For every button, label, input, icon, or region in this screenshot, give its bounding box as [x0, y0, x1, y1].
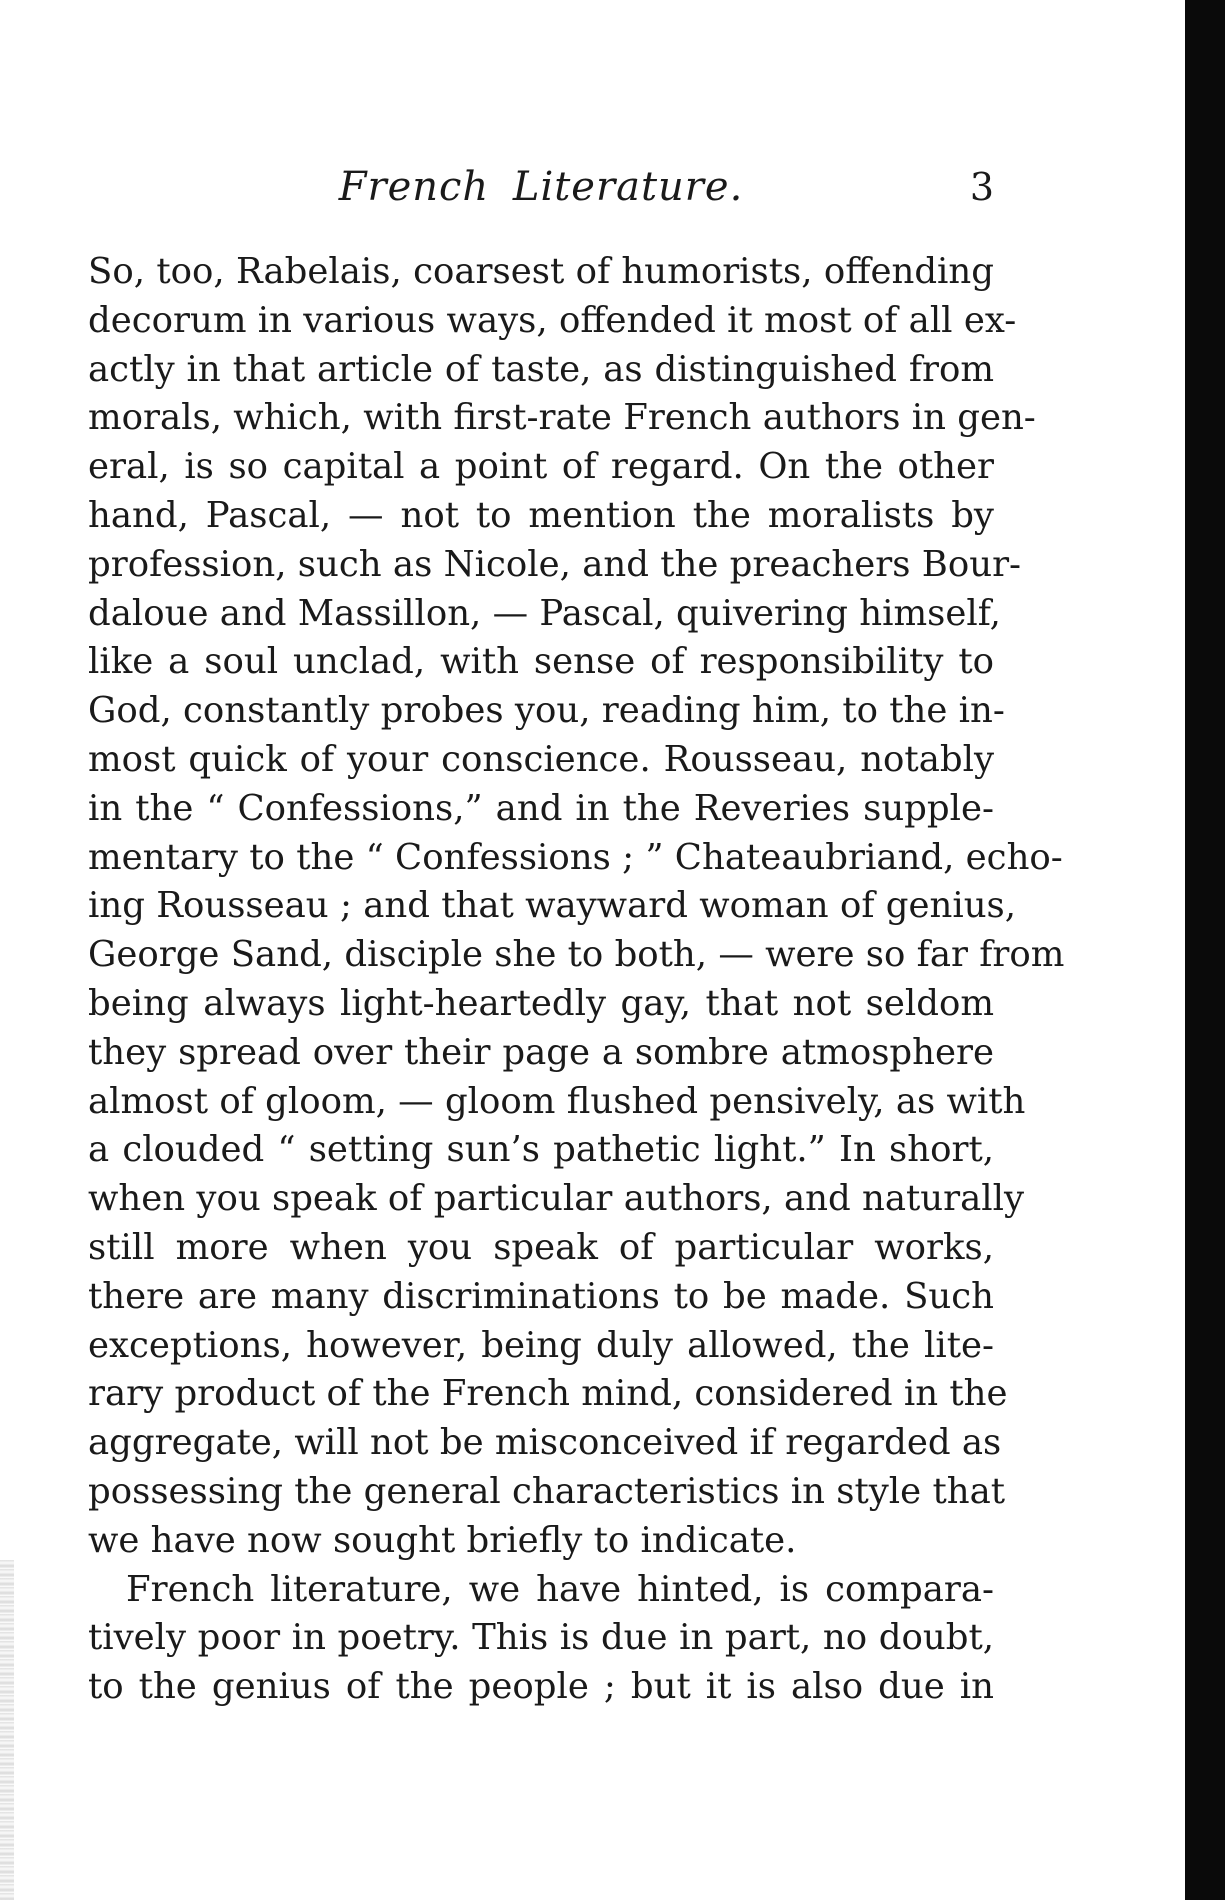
paragraph-2: [88, 1566, 994, 1712]
text-line: a clouded “ setting sun’s pathetic light.” In short,: [88, 1129, 994, 1171]
text-line: aggregate, will not be misconceived if regarded as: [88, 1422, 1002, 1464]
text-line: French literature, we have hinted, is compara-: [126, 1568, 994, 1610]
text-line: when you speak of particular authors, and naturally: [88, 1178, 1025, 1220]
text-line: being always light-heartedly gay, that not seldom: [88, 982, 994, 1024]
page-header: [88, 162, 994, 212]
running-title: French Literature.: [338, 164, 744, 210]
text-line: So, too, Rabelais, coarsest of humorists, offending: [88, 251, 994, 292]
text-line: like a soul unclad, with sense of responsibility to: [88, 641, 994, 683]
text-line: tively poor in poetry. This is due in part, no doubt,: [88, 1617, 994, 1659]
text-line: eral, is so capital a point of regard. On the other: [88, 446, 994, 488]
text-line: profession, such as Nicole, and the preachers Bour-: [88, 543, 1022, 585]
text-line: rary product of the French mind, considered in the: [88, 1373, 1008, 1415]
body-text: [88, 248, 1065, 1712]
text-line: almost of gloom, — gloom flushed pensively, as with: [88, 1080, 1026, 1122]
text-line: we have now sought briefly to indicate.: [88, 1519, 797, 1561]
text-line: most quick of your conscience. Rousseau, notably: [88, 738, 994, 780]
text-line: possessing the general characteristics in style that: [88, 1470, 1006, 1512]
text-line: they spread over their page a sombre atmosphere: [88, 1031, 994, 1073]
paragraph-1: [88, 248, 1065, 1566]
text-line: George Sand, disciple she to both, — were so far from: [88, 934, 1065, 976]
text-line: in the “ Confessions,” and in the Reveries supple-: [88, 787, 994, 829]
text-line: there are many discriminations to be made. Such: [88, 1275, 994, 1317]
text-line: mentary to the “ Confessions ; ” Chateaubriand, echo-: [88, 836, 1063, 878]
text-line: exceptions, however, being duly allowed, the lite-: [88, 1324, 994, 1366]
text-line: to the genius of the people ; but it is also due in: [88, 1666, 994, 1708]
text-line: hand, Pascal, — not to mention the moralists by: [88, 494, 994, 536]
text-line: still more when you speak of particular works,: [88, 1226, 994, 1268]
text-line: God, constantly probes you, reading him, to the in-: [88, 690, 1005, 732]
page-edge-shadow: [1185, 0, 1225, 1900]
text-line: actly in that article of taste, as distinguished from: [88, 348, 994, 390]
gutter-speckle: [0, 1560, 14, 1900]
text-line: decorum in various ways, offended it most of all ex-: [88, 299, 1017, 341]
text-line: morals, which, with first-rate French authors in gen-: [88, 397, 1036, 439]
text-line: ing Rousseau ; and that wayward woman of genius,: [88, 885, 1017, 927]
page-number: 3: [969, 165, 994, 209]
text-line: daloue and Massillon, — Pascal, quivering himself,: [88, 592, 1001, 634]
